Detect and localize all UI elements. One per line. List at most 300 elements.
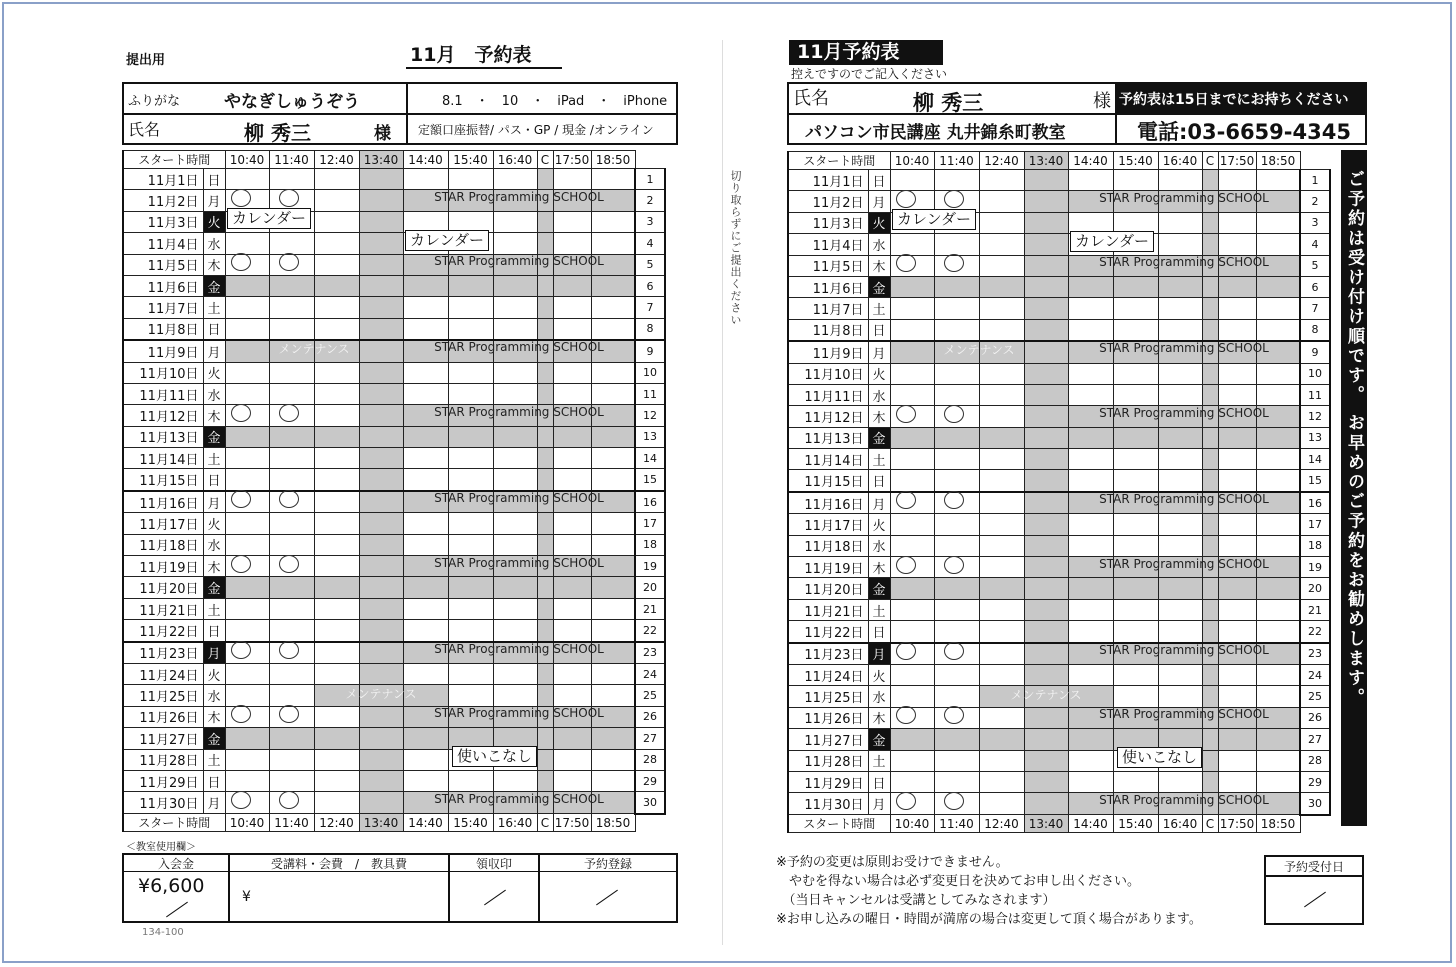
slot-cell[interactable] bbox=[403, 792, 448, 814]
slot-cell[interactable] bbox=[537, 642, 553, 664]
slot-cell[interactable] bbox=[1218, 535, 1256, 556]
slot-cell[interactable] bbox=[1068, 750, 1113, 771]
slot-cell[interactable] bbox=[1158, 793, 1202, 815]
slot-cell[interactable] bbox=[493, 426, 537, 447]
slot-cell[interactable] bbox=[1113, 255, 1158, 276]
slot-cell[interactable] bbox=[537, 770, 553, 791]
slot-cell[interactable] bbox=[553, 706, 591, 727]
slot-cell[interactable] bbox=[493, 491, 537, 513]
slot-cell[interactable] bbox=[314, 297, 359, 318]
slot-cell[interactable] bbox=[1068, 341, 1113, 363]
slot-cell[interactable] bbox=[890, 276, 934, 297]
slot-cell[interactable] bbox=[1024, 771, 1068, 792]
slot-cell[interactable] bbox=[979, 578, 1024, 599]
slot-cell[interactable] bbox=[1113, 298, 1158, 319]
slot-cell[interactable] bbox=[1218, 449, 1256, 470]
slot-cell[interactable] bbox=[979, 341, 1024, 363]
slot-cell[interactable] bbox=[934, 750, 979, 771]
slot-cell[interactable] bbox=[591, 190, 635, 211]
slot-cell[interactable] bbox=[269, 749, 314, 770]
slot-cell[interactable] bbox=[1218, 319, 1256, 341]
slot-cell[interactable] bbox=[493, 169, 537, 190]
slot-cell[interactable] bbox=[537, 211, 553, 232]
slot-cell[interactable] bbox=[1202, 492, 1218, 514]
slot-cell[interactable] bbox=[403, 169, 448, 190]
slot-cell[interactable] bbox=[1068, 664, 1113, 685]
slot-cell[interactable] bbox=[591, 706, 635, 727]
slot-cell[interactable] bbox=[403, 491, 448, 513]
slot-cell[interactable] bbox=[1113, 535, 1158, 556]
slot-cell[interactable] bbox=[225, 663, 269, 684]
slot-cell[interactable] bbox=[403, 577, 448, 598]
slot-cell[interactable] bbox=[493, 233, 537, 254]
slot-cell[interactable] bbox=[448, 318, 493, 340]
slot-cell[interactable] bbox=[225, 577, 269, 598]
slot-cell[interactable] bbox=[403, 642, 448, 664]
slot-cell[interactable] bbox=[890, 298, 934, 319]
slot-cell[interactable] bbox=[448, 383, 493, 404]
slot-cell[interactable] bbox=[1113, 449, 1158, 470]
slot-cell[interactable] bbox=[1256, 319, 1300, 341]
slot-cell[interactable] bbox=[890, 514, 934, 535]
slot-cell[interactable] bbox=[403, 556, 448, 577]
slot-cell[interactable] bbox=[269, 598, 314, 619]
slot-cell[interactable] bbox=[1202, 514, 1218, 535]
slot-cell[interactable] bbox=[553, 577, 591, 598]
slot-cell[interactable] bbox=[225, 513, 269, 534]
slot-cell[interactable] bbox=[493, 642, 537, 664]
slot-cell[interactable] bbox=[537, 383, 553, 404]
slot-cell[interactable] bbox=[1113, 686, 1158, 707]
slot-cell[interactable] bbox=[403, 190, 448, 211]
slot-cell[interactable] bbox=[1113, 427, 1158, 448]
slot-cell[interactable] bbox=[591, 254, 635, 275]
slot-cell[interactable] bbox=[314, 770, 359, 791]
slot-cell[interactable] bbox=[314, 663, 359, 684]
slot-cell[interactable] bbox=[591, 749, 635, 770]
slot-cell[interactable] bbox=[553, 491, 591, 513]
slot-cell[interactable] bbox=[269, 448, 314, 469]
slot-cell[interactable] bbox=[1113, 771, 1158, 792]
slot-cell[interactable] bbox=[591, 513, 635, 534]
slot-cell[interactable] bbox=[1158, 643, 1202, 665]
slot-cell[interactable] bbox=[359, 190, 403, 211]
slot-cell[interactable] bbox=[403, 620, 448, 642]
slot-cell[interactable] bbox=[403, 426, 448, 447]
slot-cell[interactable] bbox=[1202, 427, 1218, 448]
slot-cell[interactable] bbox=[1068, 686, 1113, 707]
slot-cell[interactable] bbox=[448, 706, 493, 727]
slot-cell[interactable] bbox=[1024, 599, 1068, 620]
slot-cell[interactable] bbox=[537, 448, 553, 469]
slot-cell[interactable] bbox=[1158, 514, 1202, 535]
slot-cell[interactable] bbox=[1113, 514, 1158, 535]
slot-cell[interactable] bbox=[403, 513, 448, 534]
slot-cell[interactable] bbox=[537, 491, 553, 513]
slot-cell[interactable] bbox=[1202, 557, 1218, 578]
slot-cell[interactable] bbox=[1113, 363, 1158, 384]
slot-cell[interactable] bbox=[1024, 255, 1068, 276]
slot-cell[interactable] bbox=[448, 297, 493, 318]
slot-cell[interactable] bbox=[225, 770, 269, 791]
slot-cell[interactable] bbox=[979, 384, 1024, 405]
slot-cell[interactable] bbox=[979, 729, 1024, 750]
slot-cell[interactable] bbox=[1218, 234, 1256, 255]
slot-cell[interactable] bbox=[1024, 729, 1068, 750]
slot-cell[interactable] bbox=[1256, 449, 1300, 470]
slot-cell[interactable] bbox=[591, 211, 635, 232]
slot-cell[interactable] bbox=[1024, 363, 1068, 384]
slot-cell[interactable] bbox=[1218, 664, 1256, 685]
slot-cell[interactable] bbox=[314, 620, 359, 642]
slot-cell[interactable] bbox=[1068, 298, 1113, 319]
slot-cell[interactable] bbox=[493, 792, 537, 814]
slot-cell[interactable] bbox=[553, 297, 591, 318]
slot-cell[interactable] bbox=[1158, 427, 1202, 448]
slot-cell[interactable] bbox=[269, 426, 314, 447]
slot-cell[interactable] bbox=[314, 491, 359, 513]
slot-cell[interactable] bbox=[553, 340, 591, 362]
slot-cell[interactable] bbox=[1068, 384, 1113, 405]
slot-cell[interactable] bbox=[1218, 191, 1256, 212]
slot-cell[interactable] bbox=[1113, 341, 1158, 363]
slot-cell[interactable] bbox=[403, 728, 448, 749]
slot-cell[interactable] bbox=[448, 770, 493, 791]
slot-cell[interactable] bbox=[359, 685, 403, 706]
slot-cell[interactable] bbox=[359, 169, 403, 190]
slot-cell[interactable] bbox=[979, 599, 1024, 620]
slot-cell[interactable] bbox=[225, 749, 269, 770]
slot-cell[interactable] bbox=[493, 577, 537, 598]
slot-cell[interactable] bbox=[934, 514, 979, 535]
slot-cell[interactable] bbox=[1113, 384, 1158, 405]
slot-cell[interactable] bbox=[403, 362, 448, 383]
slot-cell[interactable] bbox=[553, 556, 591, 577]
slot-cell[interactable] bbox=[314, 383, 359, 404]
slot-cell[interactable] bbox=[553, 448, 591, 469]
slot-cell[interactable] bbox=[269, 663, 314, 684]
slot-cell[interactable] bbox=[1068, 621, 1113, 643]
slot-cell[interactable] bbox=[1158, 298, 1202, 319]
slot-cell[interactable] bbox=[934, 729, 979, 750]
slot-cell[interactable] bbox=[1024, 449, 1068, 470]
slot-cell[interactable] bbox=[934, 363, 979, 384]
slot-cell[interactable] bbox=[591, 405, 635, 426]
slot-cell[interactable] bbox=[225, 383, 269, 404]
slot-cell[interactable] bbox=[537, 469, 553, 491]
slot-cell[interactable] bbox=[979, 449, 1024, 470]
slot-cell[interactable] bbox=[1202, 384, 1218, 405]
slot-cell[interactable] bbox=[1256, 298, 1300, 319]
slot-cell[interactable] bbox=[448, 642, 493, 664]
slot-cell[interactable] bbox=[269, 318, 314, 340]
slot-cell[interactable] bbox=[493, 770, 537, 791]
slot-cell[interactable] bbox=[403, 318, 448, 340]
slot-cell[interactable] bbox=[448, 663, 493, 684]
slot-cell[interactable] bbox=[1202, 750, 1218, 771]
slot-cell[interactable] bbox=[591, 792, 635, 814]
slot-cell[interactable] bbox=[1218, 406, 1256, 427]
slot-cell[interactable] bbox=[1068, 793, 1113, 815]
slot-cell[interactable] bbox=[553, 383, 591, 404]
slot-cell[interactable] bbox=[448, 405, 493, 426]
slot-cell[interactable] bbox=[1113, 492, 1158, 514]
slot-cell[interactable] bbox=[979, 771, 1024, 792]
slot-cell[interactable] bbox=[448, 254, 493, 275]
slot-cell[interactable] bbox=[1256, 643, 1300, 665]
slot-cell[interactable] bbox=[359, 663, 403, 684]
slot-cell[interactable] bbox=[1218, 621, 1256, 643]
slot-cell[interactable] bbox=[359, 405, 403, 426]
slot-cell[interactable] bbox=[537, 362, 553, 383]
slot-cell[interactable] bbox=[1256, 707, 1300, 728]
slot-cell[interactable] bbox=[1256, 406, 1300, 427]
slot-cell[interactable] bbox=[1202, 212, 1218, 233]
slot-cell[interactable] bbox=[225, 318, 269, 340]
slot-cell[interactable] bbox=[1256, 427, 1300, 448]
slot-cell[interactable] bbox=[1256, 363, 1300, 384]
slot-cell[interactable] bbox=[890, 319, 934, 341]
slot-cell[interactable] bbox=[537, 620, 553, 642]
slot-cell[interactable] bbox=[553, 318, 591, 340]
slot-cell[interactable] bbox=[1158, 557, 1202, 578]
slot-cell[interactable] bbox=[269, 534, 314, 555]
slot-cell[interactable] bbox=[934, 449, 979, 470]
slot-cell[interactable] bbox=[934, 319, 979, 341]
slot-cell[interactable] bbox=[269, 297, 314, 318]
slot-cell[interactable] bbox=[591, 233, 635, 254]
slot-cell[interactable] bbox=[269, 169, 314, 190]
slot-cell[interactable] bbox=[493, 685, 537, 706]
slot-cell[interactable] bbox=[493, 448, 537, 469]
slot-cell[interactable] bbox=[934, 578, 979, 599]
slot-cell[interactable] bbox=[591, 169, 635, 190]
slot-cell[interactable] bbox=[553, 620, 591, 642]
slot-cell[interactable] bbox=[1256, 191, 1300, 212]
slot-cell[interactable] bbox=[591, 685, 635, 706]
slot-cell[interactable] bbox=[403, 448, 448, 469]
slot-cell[interactable] bbox=[1024, 319, 1068, 341]
slot-cell[interactable] bbox=[448, 469, 493, 491]
slot-cell[interactable] bbox=[1256, 771, 1300, 792]
slot-cell[interactable] bbox=[1024, 535, 1068, 556]
slot-cell[interactable] bbox=[359, 448, 403, 469]
slot-cell[interactable] bbox=[553, 642, 591, 664]
slot-cell[interactable] bbox=[314, 749, 359, 770]
slot-cell[interactable] bbox=[553, 749, 591, 770]
slot-cell[interactable] bbox=[553, 469, 591, 491]
slot-cell[interactable] bbox=[1158, 686, 1202, 707]
slot-cell[interactable] bbox=[1068, 535, 1113, 556]
slot-cell[interactable] bbox=[1024, 664, 1068, 685]
slot-cell[interactable] bbox=[1068, 578, 1113, 599]
slot-cell[interactable] bbox=[448, 534, 493, 555]
slot-cell[interactable] bbox=[1024, 492, 1068, 514]
slot-cell[interactable] bbox=[1024, 470, 1068, 492]
slot-cell[interactable] bbox=[1256, 535, 1300, 556]
slot-cell[interactable] bbox=[403, 663, 448, 684]
slot-cell[interactable] bbox=[269, 770, 314, 791]
slot-cell[interactable] bbox=[359, 513, 403, 534]
slot-cell[interactable] bbox=[448, 190, 493, 211]
slot-cell[interactable] bbox=[979, 750, 1024, 771]
slot-cell[interactable] bbox=[1024, 341, 1068, 363]
slot-cell[interactable] bbox=[1024, 170, 1068, 191]
slot-cell[interactable] bbox=[1024, 578, 1068, 599]
slot-cell[interactable] bbox=[1024, 234, 1068, 255]
slot-cell[interactable] bbox=[1256, 470, 1300, 492]
slot-cell[interactable] bbox=[1024, 514, 1068, 535]
slot-cell[interactable] bbox=[1068, 470, 1113, 492]
slot-cell[interactable] bbox=[1202, 276, 1218, 297]
slot-cell[interactable] bbox=[1218, 557, 1256, 578]
slot-cell[interactable] bbox=[1218, 255, 1256, 276]
slot-cell[interactable] bbox=[890, 578, 934, 599]
slot-cell[interactable] bbox=[537, 169, 553, 190]
slot-cell[interactable] bbox=[403, 534, 448, 555]
slot-cell[interactable] bbox=[1068, 255, 1113, 276]
slot-cell[interactable] bbox=[314, 728, 359, 749]
slot-cell[interactable] bbox=[269, 577, 314, 598]
slot-cell[interactable] bbox=[934, 298, 979, 319]
slot-cell[interactable] bbox=[1202, 319, 1218, 341]
slot-cell[interactable] bbox=[359, 211, 403, 232]
slot-cell[interactable] bbox=[359, 233, 403, 254]
slot-cell[interactable] bbox=[359, 297, 403, 318]
slot-cell[interactable] bbox=[1218, 341, 1256, 363]
slot-cell[interactable] bbox=[537, 792, 553, 814]
slot-cell[interactable] bbox=[979, 557, 1024, 578]
slot-cell[interactable] bbox=[591, 728, 635, 749]
slot-cell[interactable] bbox=[314, 556, 359, 577]
slot-cell[interactable] bbox=[359, 749, 403, 770]
slot-cell[interactable] bbox=[979, 191, 1024, 212]
slot-cell[interactable] bbox=[1068, 427, 1113, 448]
slot-cell[interactable] bbox=[493, 275, 537, 296]
slot-cell[interactable] bbox=[1068, 170, 1113, 191]
slot-cell[interactable] bbox=[448, 169, 493, 190]
slot-cell[interactable] bbox=[314, 362, 359, 383]
slot-cell[interactable] bbox=[1218, 686, 1256, 707]
slot-cell[interactable] bbox=[591, 275, 635, 296]
slot-cell[interactable] bbox=[448, 620, 493, 642]
slot-cell[interactable] bbox=[1218, 298, 1256, 319]
slot-cell[interactable] bbox=[979, 686, 1024, 707]
slot-cell[interactable] bbox=[1113, 599, 1158, 620]
slot-cell[interactable] bbox=[890, 170, 934, 191]
slot-cell[interactable] bbox=[934, 686, 979, 707]
slot-cell[interactable] bbox=[1024, 212, 1068, 233]
slot-cell[interactable] bbox=[1158, 276, 1202, 297]
slot-cell[interactable] bbox=[314, 534, 359, 555]
slot-cell[interactable] bbox=[553, 534, 591, 555]
slot-cell[interactable] bbox=[553, 169, 591, 190]
slot-cell[interactable] bbox=[225, 169, 269, 190]
slot-cell[interactable] bbox=[403, 685, 448, 706]
slot-cell[interactable] bbox=[1113, 470, 1158, 492]
slot-cell[interactable] bbox=[1256, 492, 1300, 514]
slot-cell[interactable] bbox=[979, 363, 1024, 384]
slot-cell[interactable] bbox=[537, 254, 553, 275]
slot-cell[interactable] bbox=[1202, 298, 1218, 319]
slot-cell[interactable] bbox=[553, 233, 591, 254]
slot-cell[interactable] bbox=[1113, 319, 1158, 341]
slot-cell[interactable] bbox=[1218, 707, 1256, 728]
slot-cell[interactable] bbox=[493, 254, 537, 275]
slot-cell[interactable] bbox=[1256, 599, 1300, 620]
slot-cell[interactable] bbox=[890, 750, 934, 771]
slot-cell[interactable] bbox=[225, 448, 269, 469]
slot-cell[interactable] bbox=[1256, 234, 1300, 255]
slot-cell[interactable] bbox=[1113, 170, 1158, 191]
slot-cell[interactable] bbox=[493, 556, 537, 577]
slot-cell[interactable] bbox=[934, 599, 979, 620]
slot-cell[interactable] bbox=[1158, 535, 1202, 556]
slot-cell[interactable] bbox=[225, 620, 269, 642]
slot-cell[interactable] bbox=[537, 318, 553, 340]
slot-cell[interactable] bbox=[1068, 707, 1113, 728]
slot-cell[interactable] bbox=[979, 643, 1024, 665]
slot-cell[interactable] bbox=[934, 384, 979, 405]
slot-cell[interactable] bbox=[403, 706, 448, 727]
slot-cell[interactable] bbox=[225, 598, 269, 619]
slot-cell[interactable] bbox=[1068, 191, 1113, 212]
slot-cell[interactable] bbox=[979, 470, 1024, 492]
slot-cell[interactable] bbox=[537, 275, 553, 296]
slot-cell[interactable] bbox=[493, 211, 537, 232]
slot-cell[interactable] bbox=[314, 513, 359, 534]
slot-cell[interactable] bbox=[403, 254, 448, 275]
slot-cell[interactable] bbox=[1202, 793, 1218, 815]
slot-cell[interactable] bbox=[448, 598, 493, 619]
slot-cell[interactable] bbox=[314, 233, 359, 254]
slot-cell[interactable] bbox=[1256, 276, 1300, 297]
slot-cell[interactable] bbox=[1218, 212, 1256, 233]
slot-cell[interactable] bbox=[1218, 599, 1256, 620]
slot-cell[interactable] bbox=[448, 426, 493, 447]
slot-cell[interactable] bbox=[1158, 170, 1202, 191]
slot-cell[interactable] bbox=[890, 234, 934, 255]
slot-cell[interactable] bbox=[1158, 470, 1202, 492]
slot-cell[interactable] bbox=[1068, 449, 1113, 470]
slot-cell[interactable] bbox=[537, 426, 553, 447]
slot-cell[interactable] bbox=[553, 792, 591, 814]
slot-cell[interactable] bbox=[314, 792, 359, 814]
slot-cell[interactable] bbox=[537, 749, 553, 770]
slot-cell[interactable] bbox=[1202, 449, 1218, 470]
slot-cell[interactable] bbox=[1218, 514, 1256, 535]
slot-cell[interactable] bbox=[314, 706, 359, 727]
slot-cell[interactable] bbox=[1024, 384, 1068, 405]
slot-cell[interactable] bbox=[403, 340, 448, 362]
slot-cell[interactable] bbox=[537, 556, 553, 577]
slot-cell[interactable] bbox=[314, 340, 359, 362]
slot-cell[interactable] bbox=[493, 469, 537, 491]
slot-cell[interactable] bbox=[269, 362, 314, 383]
slot-cell[interactable] bbox=[225, 426, 269, 447]
slot-cell[interactable] bbox=[890, 427, 934, 448]
slot-cell[interactable] bbox=[314, 318, 359, 340]
slot-cell[interactable] bbox=[1218, 793, 1256, 815]
slot-cell[interactable] bbox=[979, 255, 1024, 276]
slot-cell[interactable] bbox=[890, 535, 934, 556]
slot-cell[interactable] bbox=[1024, 191, 1068, 212]
slot-cell[interactable] bbox=[1256, 686, 1300, 707]
slot-cell[interactable] bbox=[448, 556, 493, 577]
slot-cell[interactable] bbox=[537, 577, 553, 598]
slot-cell[interactable] bbox=[359, 340, 403, 362]
slot-cell[interactable] bbox=[1256, 514, 1300, 535]
